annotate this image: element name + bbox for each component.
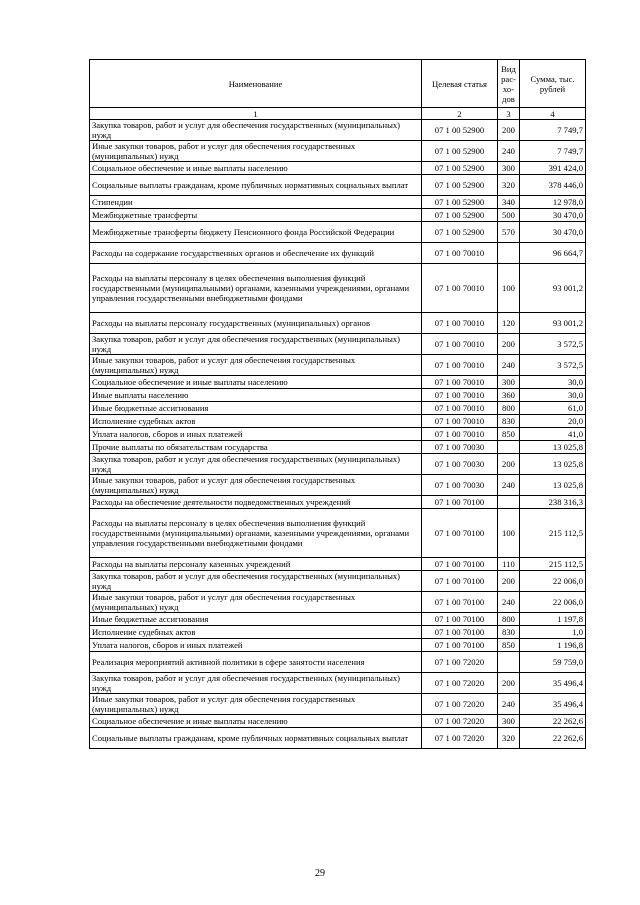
header-name: Наименование — [90, 60, 422, 108]
row-vid: 200 — [498, 454, 520, 475]
row-sum: 30,0 — [520, 376, 586, 389]
row-sum: 35 496,4 — [520, 673, 586, 694]
row-code: 07 1 00 70100 — [422, 571, 498, 592]
table-row — [90, 196, 586, 209]
row-name: Иные закупки товаров, работ и услуг для обеспечения государственных (муниципальных) нужд — [90, 592, 422, 613]
row-name: Закупка товаров, работ и услуг для обеспечения государственных (муниципальных) нужд — [90, 454, 422, 475]
table-row — [90, 728, 586, 749]
row-code: 07 1 00 70010 — [422, 264, 498, 313]
table-row — [90, 334, 586, 355]
row-code: 07 1 00 70010 — [422, 389, 498, 402]
row-sum: 7 749,7 — [520, 120, 586, 141]
row-sum: 30 470,0 — [520, 209, 586, 222]
row-sum: 22 262,6 — [520, 728, 586, 749]
table-row — [90, 496, 586, 509]
row-sum: 1 196,8 — [520, 639, 586, 652]
row-vid: 240 — [498, 694, 520, 715]
table-row — [90, 475, 586, 496]
row-vid — [498, 441, 520, 454]
table-row — [90, 592, 586, 613]
table-row — [90, 613, 586, 626]
row-name: Закупка товаров, работ и услуг для обеспечения государственных (муниципальных) нужд — [90, 120, 422, 141]
row-name: Исполнение судебных актов — [90, 626, 422, 639]
row-name: Социальные выплаты гражданам, кроме публичных нормативных социальных выплат — [90, 728, 422, 749]
row-name: Социальные выплаты гражданам, кроме публичных нормативных социальных выплат — [90, 175, 422, 196]
column-number: 2 — [422, 108, 498, 120]
row-name: Расходы на содержание государственных органов и обеспечение их функций — [90, 243, 422, 264]
row-code: 07 1 00 70010 — [422, 355, 498, 376]
row-name: Социальное обеспечение и иные выплаты населению — [90, 376, 422, 389]
header-sum: Сумма, тыс. рублей — [520, 60, 586, 108]
row-name: Стипендии — [90, 196, 422, 209]
row-name: Социальное обеспечение и иные выплаты населению — [90, 715, 422, 728]
table-row — [90, 715, 586, 728]
row-vid: 120 — [498, 313, 520, 334]
table-row — [90, 141, 586, 162]
row-sum: 30 470,0 — [520, 222, 586, 243]
row-code: 07 1 00 70030 — [422, 441, 498, 454]
row-code: 07 1 00 72020 — [422, 673, 498, 694]
table-row — [90, 558, 586, 571]
row-sum: 378 446,0 — [520, 175, 586, 196]
row-vid: 200 — [498, 120, 520, 141]
row-sum: 30,0 — [520, 389, 586, 402]
row-name: Расходы на выплаты персоналу в целях обеспечения выполнения функций государственными (муниципальными) органами, казенными учреждениями, органами управления государственными внебюджетными фондами — [90, 509, 422, 558]
row-vid: 100 — [498, 264, 520, 313]
row-sum: 13 025,8 — [520, 454, 586, 475]
row-sum: 13 025,8 — [520, 441, 586, 454]
row-vid: 300 — [498, 715, 520, 728]
row-name: Реализация мероприятий активной политики в сфере занятости населения — [90, 652, 422, 673]
row-name: Иные бюджетные ассигнования — [90, 613, 422, 626]
row-code: 07 1 00 72020 — [422, 715, 498, 728]
column-number-row — [90, 108, 586, 120]
row-code: 07 1 00 70010 — [422, 415, 498, 428]
table-row — [90, 162, 586, 175]
row-name: Социальное обеспечение и иные выплаты населению — [90, 162, 422, 175]
row-sum: 93 001,2 — [520, 264, 586, 313]
column-number: 4 — [520, 108, 586, 120]
row-sum: 93 001,2 — [520, 313, 586, 334]
table-row — [90, 639, 586, 652]
table-row — [90, 673, 586, 694]
row-sum: 41,0 — [520, 428, 586, 441]
row-sum: 59 759,0 — [520, 652, 586, 673]
row-vid — [498, 652, 520, 673]
row-sum: 12 978,0 — [520, 196, 586, 209]
row-vid: 360 — [498, 389, 520, 402]
table-row — [90, 313, 586, 334]
table-row — [90, 355, 586, 376]
row-vid: 240 — [498, 475, 520, 496]
row-sum: 20,0 — [520, 415, 586, 428]
row-code: 07 1 00 70100 — [422, 626, 498, 639]
row-code: 07 1 00 70100 — [422, 509, 498, 558]
header-row — [90, 60, 586, 108]
table-row — [90, 402, 586, 415]
row-sum: 7 749,7 — [520, 141, 586, 162]
row-vid: 200 — [498, 673, 520, 694]
row-name: Межбюджетные трансферты бюджету Пенсионного фонда Российской Федерации — [90, 222, 422, 243]
row-name: Межбюджетные трансферты — [90, 209, 422, 222]
row-name: Иные закупки товаров, работ и услуг для обеспечения государственных (муниципальных) нужд — [90, 694, 422, 715]
row-name: Закупка товаров, работ и услуг для обеспечения государственных (муниципальных) нужд — [90, 334, 422, 355]
row-name: Иные выплаты населению — [90, 389, 422, 402]
row-name: Иные закупки товаров, работ и услуг для обеспечения государственных (муниципальных) нужд — [90, 141, 422, 162]
row-code: 07 1 00 52900 — [422, 120, 498, 141]
row-vid: 800 — [498, 402, 520, 415]
table-row — [90, 509, 586, 558]
row-name: Уплата налогов, сборов и иных платежей — [90, 428, 422, 441]
row-code: 07 1 00 70100 — [422, 592, 498, 613]
row-sum: 22 006,0 — [520, 592, 586, 613]
row-sum: 1 197,8 — [520, 613, 586, 626]
header-vid: Вид рас-хо-дов — [498, 60, 520, 108]
row-vid: 300 — [498, 376, 520, 389]
row-vid: 830 — [498, 415, 520, 428]
row-code: 07 1 00 70100 — [422, 613, 498, 626]
table-row — [90, 441, 586, 454]
row-vid: 500 — [498, 209, 520, 222]
row-sum: 1,0 — [520, 626, 586, 639]
row-code: 07 1 00 70010 — [422, 376, 498, 389]
row-vid: 800 — [498, 613, 520, 626]
row-vid: 830 — [498, 626, 520, 639]
row-vid: 850 — [498, 639, 520, 652]
row-sum: 238 316,3 — [520, 496, 586, 509]
row-code: 07 1 00 70030 — [422, 454, 498, 475]
row-name: Расходы на обеспечение деятельности подведомственных учреждений — [90, 496, 422, 509]
row-vid: 240 — [498, 141, 520, 162]
row-vid: 570 — [498, 222, 520, 243]
row-code: 07 1 00 70100 — [422, 496, 498, 509]
row-sum: 61,0 — [520, 402, 586, 415]
row-name: Расходы на выплаты персоналу казенных учреждений — [90, 558, 422, 571]
table-row — [90, 694, 586, 715]
row-vid: 320 — [498, 728, 520, 749]
row-sum: 35 496,4 — [520, 694, 586, 715]
row-code: 07 1 00 52900 — [422, 162, 498, 175]
row-code: 07 1 00 52900 — [422, 196, 498, 209]
row-vid: 850 — [498, 428, 520, 441]
row-sum: 391 424,0 — [520, 162, 586, 175]
row-sum: 3 572,5 — [520, 334, 586, 355]
row-vid — [498, 496, 520, 509]
row-name: Исполнение судебных актов — [90, 415, 422, 428]
table-row — [90, 389, 586, 402]
row-vid: 340 — [498, 196, 520, 209]
row-code: 07 1 00 52900 — [422, 141, 498, 162]
row-name: Уплата налогов, сборов и иных платежей — [90, 639, 422, 652]
row-code: 07 1 00 72020 — [422, 694, 498, 715]
budget-table — [89, 59, 586, 749]
table-row — [90, 243, 586, 264]
row-code: 07 1 00 52900 — [422, 175, 498, 196]
table-row — [90, 376, 586, 389]
row-vid: 100 — [498, 509, 520, 558]
row-sum: 215 112,5 — [520, 509, 586, 558]
table-row — [90, 415, 586, 428]
row-vid: 200 — [498, 571, 520, 592]
row-vid: 320 — [498, 175, 520, 196]
row-vid — [498, 243, 520, 264]
column-number: 3 — [498, 108, 520, 120]
table-row — [90, 428, 586, 441]
row-name: Иные закупки товаров, работ и услуг для обеспечения государственных (муниципальных) нужд — [90, 355, 422, 376]
row-name: Закупка товаров, работ и услуг для обеспечения государственных (муниципальных) нужд — [90, 673, 422, 694]
row-code: 07 1 00 70010 — [422, 243, 498, 264]
table-row — [90, 626, 586, 639]
row-sum: 22 006,0 — [520, 571, 586, 592]
row-sum: 215 112,5 — [520, 558, 586, 571]
row-name: Закупка товаров, работ и услуг для обеспечения государственных (муниципальных) нужд — [90, 571, 422, 592]
table-row — [90, 264, 586, 313]
row-sum: 3 572,5 — [520, 355, 586, 376]
row-code: 07 1 00 70100 — [422, 639, 498, 652]
row-code: 07 1 00 70030 — [422, 475, 498, 496]
row-code: 07 1 00 52900 — [422, 222, 498, 243]
row-vid: 240 — [498, 592, 520, 613]
header-code: Целевая статья — [422, 60, 498, 108]
table-row — [90, 175, 586, 196]
row-sum: 22 262,6 — [520, 715, 586, 728]
table-row — [90, 120, 586, 141]
row-sum: 96 664,7 — [520, 243, 586, 264]
table-row — [90, 454, 586, 475]
row-vid: 200 — [498, 334, 520, 355]
row-vid: 110 — [498, 558, 520, 571]
row-code: 07 1 00 72020 — [422, 652, 498, 673]
page-number: 29 — [315, 868, 325, 879]
row-code: 07 1 00 70010 — [422, 402, 498, 415]
row-code: 07 1 00 70010 — [422, 313, 498, 334]
row-name: Расходы на выплаты персоналу в целях обеспечения выполнения функций государственными (муниципальными) органами, казенными учреждениями, органами управления государственными внебюджетными фондами — [90, 264, 422, 313]
row-sum: 13 025,8 — [520, 475, 586, 496]
row-name: Иные закупки товаров, работ и услуг для обеспечения государственных (муниципальных) нужд — [90, 475, 422, 496]
table-row — [90, 571, 586, 592]
column-number: 1 — [90, 108, 422, 120]
row-code: 07 1 00 70010 — [422, 334, 498, 355]
table-row — [90, 652, 586, 673]
row-code: 07 1 00 72020 — [422, 728, 498, 749]
row-name: Расходы на выплаты персоналу государственных (муниципальных) органов — [90, 313, 422, 334]
table-row — [90, 209, 586, 222]
row-code: 07 1 00 70100 — [422, 558, 498, 571]
row-vid: 240 — [498, 355, 520, 376]
row-vid: 300 — [498, 162, 520, 175]
row-name: Иные бюджетные ассигнования — [90, 402, 422, 415]
row-name: Прочие выплаты по обязательствам государства — [90, 441, 422, 454]
row-code: 07 1 00 52900 — [422, 209, 498, 222]
row-code: 07 1 00 70010 — [422, 428, 498, 441]
table-row — [90, 222, 586, 243]
